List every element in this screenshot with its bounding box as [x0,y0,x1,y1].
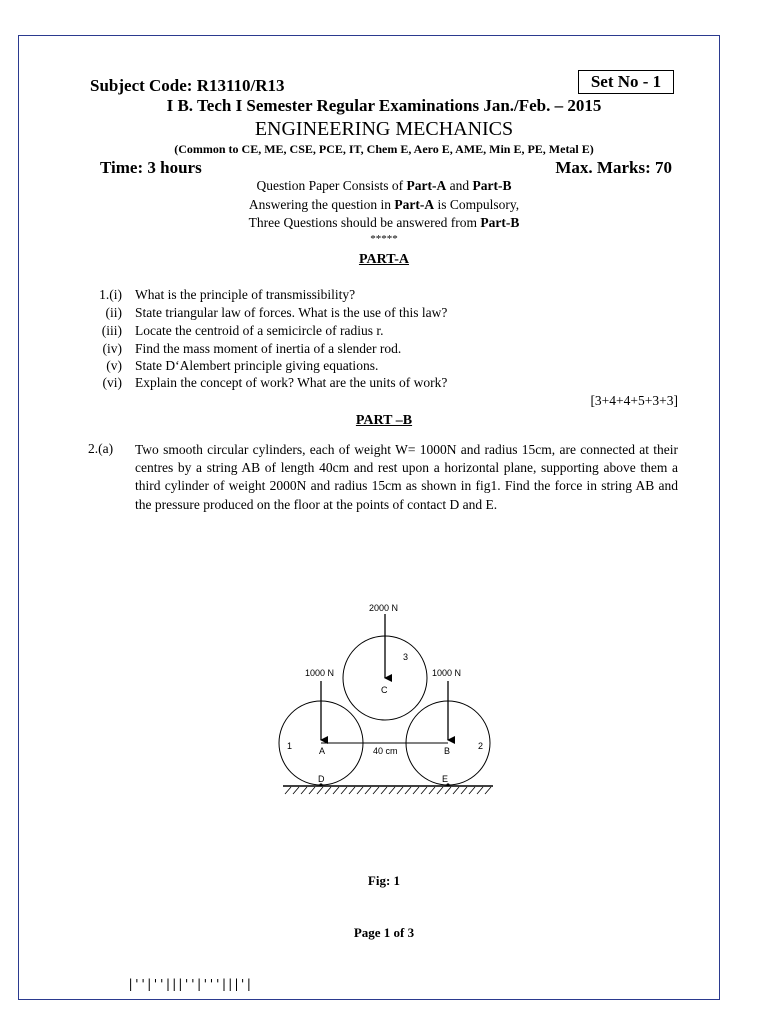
question-number: (v) [106,358,122,373]
question-number: (vi) [102,375,122,390]
exam-title: I B. Tech I Semester Regular Examinations Jan./Feb. – 2015 [166,96,602,115]
instruction-bold: Part-B [472,178,512,193]
instruction-bold: Part-A [406,178,447,193]
question-text: What is the principle of transmissibility? [135,287,356,302]
ground-hatch [285,787,491,794]
instruction-bold: Part-A [394,197,435,212]
question-text: State D‘Alembert principle giving equations. [135,358,379,373]
exam-duration: Time: 3 hours [100,158,202,177]
question-row [88,358,688,376]
label-left-load: 1000 N [305,668,335,678]
subject-code: Subject Code: R13110/R13 [90,76,285,95]
common-to-branches: (Common to CE, ME, CSE, PCE, IT, Chem E, Aero E, AME, Min E, PE, Metal E) [174,142,594,156]
set-number-box: Set No - 1 [578,70,674,94]
figure-caption: Fig: 1 [367,873,401,888]
question-number: (ii) [105,305,122,320]
label-2: 2 [478,741,484,751]
part-a-marks: [3+4+4+5+3+3] [590,393,678,408]
max-marks: Max. Marks: 70 [555,158,672,177]
question-row [88,305,688,323]
label-a: A [319,746,326,756]
instruction-text: Question Paper Consists of [256,178,407,193]
instruction-text: Answering the question in [248,197,395,212]
question-text: State triangular law of forces. What is the use of this law? [135,305,448,320]
part-b-heading: PART –B [355,413,413,428]
separator-stars: ***** [370,233,398,245]
instruction-text: is Compulsory, [434,197,520,212]
question-row [88,323,688,341]
question-text: Locate the centroid of a semicircle of radius r. [135,323,384,338]
question-text: Explain the concept of work? What are the units of work? [135,375,448,390]
label-3: 3 [403,652,409,662]
cylinders-diagram [275,590,497,810]
subject-title: ENGINEERING MECHANICS [254,118,514,140]
label-c: C [381,685,388,695]
label-top-load: 2000 N [369,603,399,613]
barcode: |''|''|||''|'''|||'| [127,977,252,991]
question-text: Find the mass moment of inertia of a slender rod. [135,341,402,356]
instruction-line-3 [0,215,768,231]
instruction-line-2 [0,197,768,213]
label-right-load: 1000 N [432,668,462,678]
instruction-text: and [446,178,473,193]
page-number: Page 1 of 3 [353,925,415,940]
question-number: (iii) [101,323,122,338]
instruction-text: Three Questions should be answered from [248,215,481,230]
cylinders-figure [275,590,497,810]
label-d: D [318,774,325,784]
question-number: 2.(a) [88,441,114,456]
label-1: 1 [287,741,293,751]
part-a-heading: PART-A [358,252,410,267]
question-row [88,341,688,359]
instruction-bold: Part-B [480,215,520,230]
label-e: E [442,774,449,784]
question-row [88,287,688,305]
question-text: Two smooth circular cylinders, each of weight W= 1000N and radius 15cm, are connected at their centres by a string AB of length 40cm and rest upon a horizontal plane, supporting above them a third cylinder of weight 2000N and radius 15cm as shown in fig1. Find the force in string AB and the pressure produced on the floor at the points of contact D and E. [135,442,678,512]
question-row [88,375,688,393]
question-number: (iv) [102,341,122,356]
instruction-line-1 [0,178,768,194]
question-number: 1.(i) [99,287,122,302]
label-b: B [444,746,451,756]
label-string-length: 40 cm [373,746,398,756]
